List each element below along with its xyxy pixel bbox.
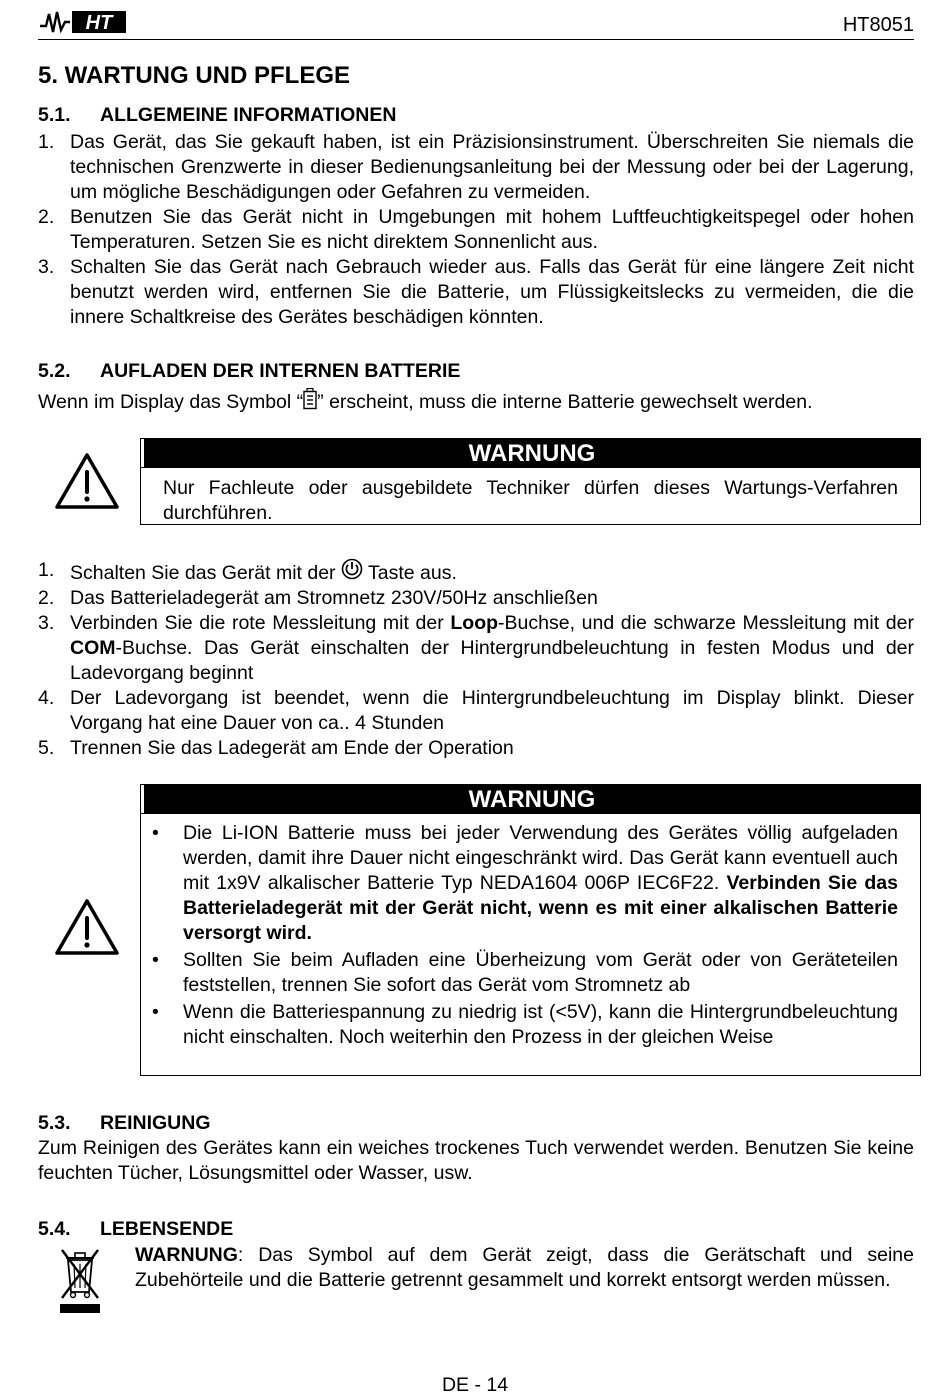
battery-icon	[303, 388, 317, 410]
warning-box-2	[140, 784, 921, 1076]
header-rule	[38, 39, 914, 40]
weee-bin-icon	[56, 1244, 104, 1316]
heading-number: 5.3.	[38, 1112, 71, 1134]
general-info-list	[38, 130, 914, 330]
list-item: 4. Der Ladevorgang ist beendet, wenn die Hintergrundbeleuchtung im Display blinkt. Dieser Vorgang hat eine Dauer von ca.. 4 Stunden	[38, 687, 914, 734]
warning-triangle-icon	[54, 452, 120, 510]
list-item: 3. Schalten Sie das Gerät nach Gebrauch wieder aus. Falls das Gerät für eine längere Zeit nicht benutzt werden wird, entfernen Sie die Batterie, um Flüssigkeitslecks zu vermeiden, die die innere Schaltkreise des Gerätes beschädigen könnten.	[38, 256, 914, 328]
list-item: 3. Verbinden Sie die rote Messleitung mit der Loop-Buchse, und die schwarze Messleitung mit der COM-Buchse. Das Gerät einschalten der Hintergrundbeleuchtung in festen Modus und der Ladevorgang beginnt	[38, 612, 914, 684]
list-item: • Die Li-ION Batterie muss bei jeder Verwendung des Gerätes völlig aufgeladen werden, damit ihre Dauer nicht eingeschränkt wird. Das Gerät kann eventuell auch mit 1x9V alkalischer Batterie Typ NEDA1604 006P IEC6F22. Verbinden Sie das Batterieladegerät mit der Gerät nicht, wenn es mit einer alkalischen Batterie versorgt wird.	[152, 822, 898, 944]
ht-logo	[38, 8, 128, 36]
warning-triangle-icon	[54, 898, 120, 956]
warning-box-1	[140, 438, 921, 525]
heading-text: ALLGEMEINE INFORMATIONEN	[100, 104, 397, 126]
heading-text: LEBENSENDE	[100, 1218, 234, 1240]
warning-bullets	[141, 813, 920, 1050]
list-item: 5. Trennen Sie das Ladegerät am Ende der Operation	[38, 737, 514, 759]
model-number: HT8051	[842, 14, 914, 36]
heading-number: 5.4.	[38, 1218, 71, 1240]
list-item: • Wenn die Batteriespannung zu niedrig ist (<5V), kann die Hintergrundbeleuchtung nicht einschalten. Noch weiterhin den Prozess in der gleichen Weise	[152, 1001, 898, 1048]
heading-5-3	[38, 1112, 211, 1135]
warning-text: Nur Fachleute oder ausgebildete Techniker dürfen dieses Wartungs-Verfahren durchführen.	[163, 477, 898, 524]
battery-intro: Wenn im Display das Symbol “ ” erscheint, muss die interne Batterie gewechselt werden.	[38, 388, 928, 415]
heading-text: REINIGUNG	[100, 1112, 211, 1134]
charging-steps-list	[38, 558, 914, 761]
list-item: 2. Benutzen Sie das Gerät nicht in Umgebungen mit hohem Luftfeuchtigkeitspegel oder hohen Temperaturen. Setzen Sie es nicht direktem Sonnenlicht aus.	[38, 206, 914, 253]
list-item: 1. Das Gerät, das Sie gekauft haben, ist ein Präzisionsinstrument. Überschreiten Sie niemals die technischen Grenzwerte in dieser Bedienungsanleitung bei der Messung oder bei der Lagerung, um mögliche Beschädigungen oder Gefahren zu vermeiden.	[38, 131, 914, 203]
end-of-life-text: WARNUNG: Das Symbol auf dem Gerät zeigt, dass die Gerätschaft und seine Zubehörteile und die Batterie getrennt gesammelt und korrekt entsorgt werden müssen.	[135, 1244, 914, 1291]
list-item: • Sollten Sie beim Aufladen eine Überheizung vom Gerät oder von Geräteteilen feststellen, trennen Sie sofort das Gerät vom Stromnetz ab	[152, 949, 898, 996]
heading-number: 5.1.	[38, 104, 71, 126]
list-item: 1. Schalten Sie das Gerät mit der Taste aus.	[38, 559, 457, 584]
power-button-icon	[341, 558, 363, 580]
heading-text: AUFLADEN DER INTERNEN BATTERIE	[100, 360, 461, 382]
list-item: 2. Das Batterieladegerät am Stromnetz 230V/50Hz anschließen	[38, 587, 598, 609]
heading-5-1	[38, 104, 396, 127]
heading-number: 5.2.	[38, 360, 71, 382]
cleaning-text: Zum Reinigen des Gerätes kann ein weiches trockenes Tuch verwendet werden. Benutzen Sie keine feuchten Tücher, Lösungsmittel oder Wasser, usw.	[38, 1137, 914, 1184]
warning-label: WARNUNG	[144, 785, 920, 813]
warning-label: WARNUNG	[144, 439, 920, 467]
heading-5-4	[38, 1218, 233, 1241]
svg-text:HT: HT	[85, 12, 113, 34]
section-title: 5. WARTUNG UND PFLEGE	[38, 62, 351, 89]
heading-5-2	[38, 360, 460, 383]
page-number: DE - 14	[441, 1374, 509, 1396]
